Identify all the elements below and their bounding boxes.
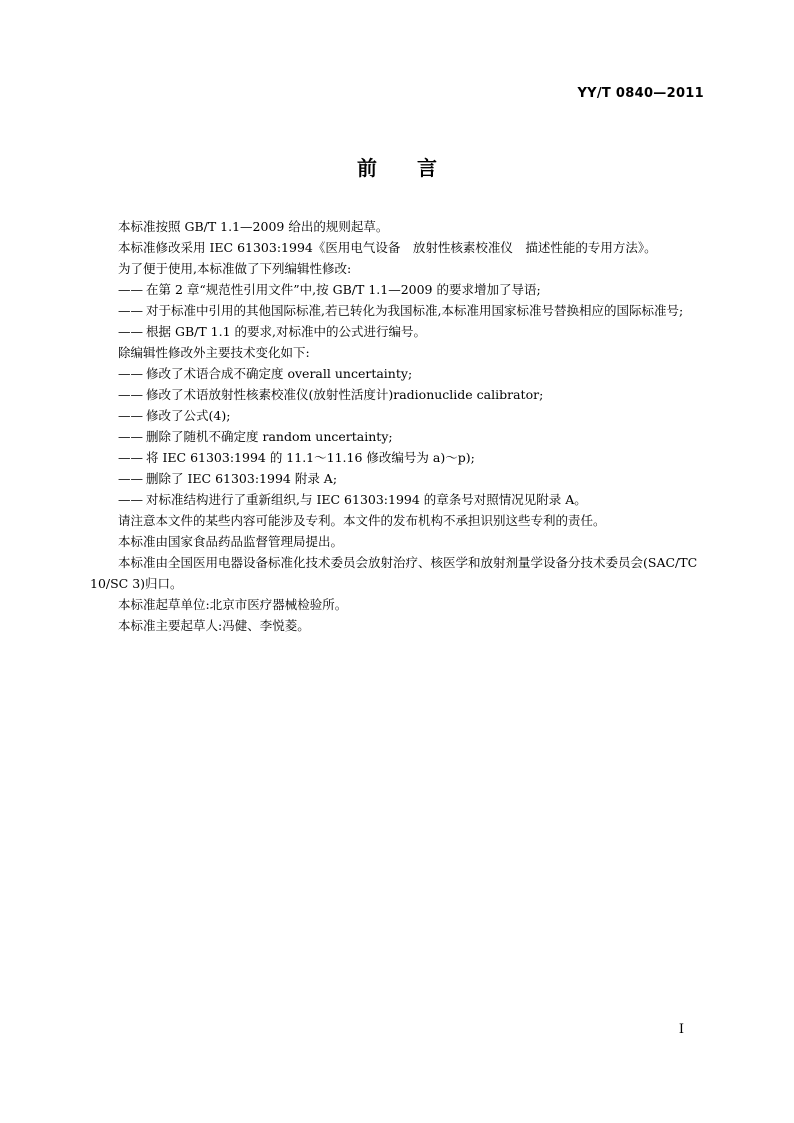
paragraph: 本标准修改采用 IEC 61303:1994《医用电气设备 放射性核素校准仪 描述性能的专用方法》。	[118, 240, 657, 255]
list-item	[118, 321, 706, 342]
paragraph: 请注意本文件的某些内容可能涉及专利。本文件的发布机构不承担识别这些专利的责任。	[118, 513, 606, 528]
list-item-text: 修改了术语放射性核素校准仪(放射性活度计)radionuclide calibrator;	[146, 387, 544, 402]
list-item	[118, 405, 706, 426]
list-item	[118, 363, 706, 384]
dash-mark: ——	[118, 324, 143, 339]
dash-mark: ——	[118, 282, 143, 297]
page-number: I	[678, 1022, 684, 1037]
list-item	[118, 468, 706, 489]
list-item	[118, 489, 706, 510]
dash-mark: ——	[118, 387, 143, 402]
paragraph: 本标准由国家食品药品监督管理局提出。	[118, 534, 344, 549]
paragraph: 除编辑性修改外主要技术变化如下:	[118, 345, 310, 360]
standard-code: YY/T 0840—2011	[577, 86, 704, 101]
dash-mark: ——	[118, 492, 143, 507]
list-item	[118, 279, 706, 300]
list-item-text: 修改了公式(4);	[146, 408, 231, 423]
paragraph: 本标准由全国医用电器设备标准化技术委员会放射治疗、核医学和放射剂量学设备分技术委员会(SAC/TC 10/SC 3)归口。	[90, 555, 698, 591]
paragraph: 为了便于使用,本标准做了下列编辑性修改:	[118, 261, 352, 276]
list-item-text: 根据 GB/T 1.1 的要求,对标准中的公式进行编号。	[146, 324, 426, 339]
list-item	[118, 384, 706, 405]
list-item-text: 删除了随机不确定度 random uncertainty;	[146, 429, 393, 444]
list-item-text: 将 IEC 61303:1994 的 11.1～11.16 修改编号为 a)～p);	[146, 450, 475, 465]
paragraph: 本标准主要起草人:冯健、李悦菱。	[118, 618, 310, 633]
dash-mark: ——	[118, 303, 143, 318]
dash-mark: ——	[118, 366, 143, 381]
list-item-text: 修改了术语合成不确定度 overall uncertainty;	[146, 366, 413, 381]
list-item	[118, 300, 706, 321]
list-item	[118, 447, 706, 468]
paragraph: 本标准起草单位:北京市医疗器械检验所。	[118, 597, 348, 612]
list-item	[118, 426, 706, 447]
dash-mark: ——	[118, 408, 143, 423]
paragraph: 本标准按照 GB/T 1.1—2009 给出的规则起草。	[118, 219, 389, 234]
dash-mark: ——	[118, 429, 143, 444]
list-item-text: 在第 2 章“规范性引用文件”中,按 GB/T 1.1—2009 的要求增加了导语;	[146, 282, 541, 297]
dash-mark: ——	[118, 450, 143, 465]
list-item-text: 对标准结构进行了重新组织,与 IEC 61303:1994 的章条号对照情况见附录 A。	[146, 492, 587, 507]
document-body	[90, 216, 706, 636]
list-item-text: 对于标准中引用的其他国际标准,若已转化为我国标准,本标准用国家标准号替换相应的国际标准号;	[146, 303, 684, 318]
list-item-text: 删除了 IEC 61303:1994 附录 A;	[146, 471, 338, 486]
dash-mark: ——	[118, 471, 143, 486]
page-title: 前言	[357, 156, 477, 180]
